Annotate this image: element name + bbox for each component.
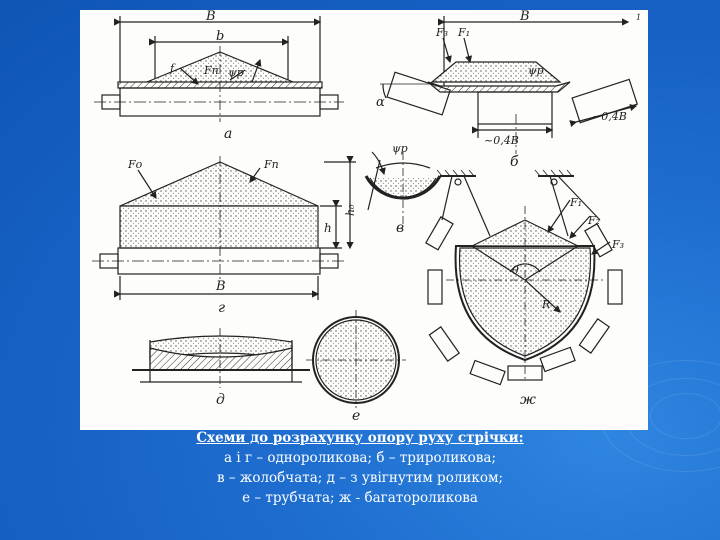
label-d: д: [216, 392, 225, 408]
caption-line-1: а і г – однороликова; б – трироликова;: [224, 450, 496, 466]
label-theta: θ: [512, 264, 519, 277]
label-psi-b: ψр: [528, 64, 544, 77]
label-R: R: [542, 298, 551, 311]
label-Fn-g: Fп: [264, 158, 279, 171]
label-h: h: [324, 221, 332, 235]
label-g: г: [218, 300, 226, 316]
scheme-zh: [426, 170, 625, 385]
label-F1: F₁: [458, 26, 471, 39]
label-B-g: B: [216, 279, 226, 294]
label-h0: h₀: [344, 204, 357, 216]
label-psi-a: ψр: [228, 66, 244, 79]
label-F1-zh: F₁: [570, 196, 583, 209]
label-b-letter: б: [510, 154, 519, 170]
label-a: а: [224, 126, 233, 142]
label-b: b: [216, 29, 225, 44]
label-zh: ж: [520, 392, 536, 408]
scheme-d: [132, 328, 310, 388]
caption-line-3: е – трубчата; ж - багатороликова: [242, 490, 478, 506]
label-F3-zh: F₃: [612, 238, 625, 251]
label-dim-04B-1: ~0,4B: [484, 134, 519, 147]
caption: [0, 428, 720, 508]
scheme-e: [306, 310, 406, 408]
caption-title: Схеми до розрахунку опору руху стрічки:: [196, 430, 524, 446]
caption-line-2: в – жолобчата; д – з увігнутим роликом;: [216, 470, 504, 486]
label-F3: F₃: [436, 26, 449, 39]
label-Fo: Fо: [128, 158, 143, 171]
label-B: B: [206, 10, 216, 24]
label-dim-04B-2: ~0,4B: [592, 110, 627, 123]
label-psi-v: ψр: [392, 142, 408, 155]
scheme-v: [366, 152, 440, 224]
label-B-b: B: [520, 10, 530, 24]
technical-drawing: [80, 10, 648, 430]
label-F2: F₂: [588, 214, 601, 227]
label-e: е: [352, 408, 361, 424]
label-f: f: [170, 62, 175, 75]
page-mark: 1: [636, 13, 642, 22]
label-alpha: α: [376, 95, 385, 110]
label-Fn: Fп: [204, 64, 219, 77]
label-v: в: [396, 220, 405, 236]
